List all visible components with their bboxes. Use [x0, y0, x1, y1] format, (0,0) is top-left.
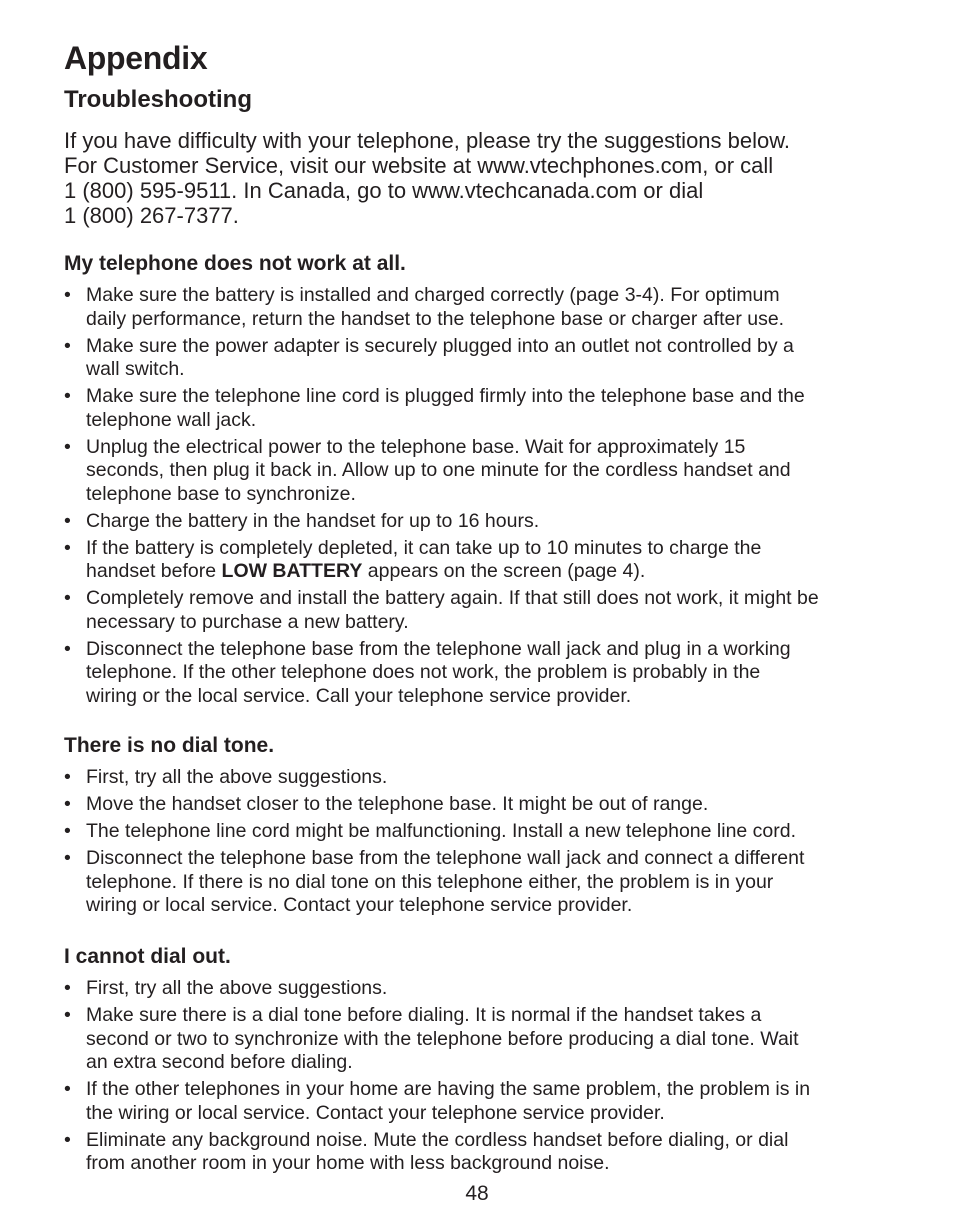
bullet-icon: •	[64, 435, 71, 458]
list-item-text: handset before	[86, 560, 222, 582]
list-item-line: telephone wall jack.	[86, 408, 257, 431]
bullet-icon: •	[64, 1078, 71, 1100]
bullet-list-no-work	[64, 284, 889, 712]
list-item	[64, 977, 889, 1001]
list-item-line: Disconnect the telephone base from the telephone wall jack and plug in a working	[86, 637, 791, 660]
list-item-line: Completely remove and install the battery again. If that still does not work, it might be	[86, 587, 819, 609]
intro-line: 1 (800) 267-7377.	[64, 203, 239, 228]
list-item-line: Move the handset closer to the telephone base. It might be out of range.	[86, 793, 709, 815]
bullet-list-cannot-dial-out	[64, 977, 889, 1179]
list-item	[64, 284, 889, 331]
bullet-icon: •	[64, 536, 71, 559]
list-item-line: from another room in your home with less background noise.	[86, 1152, 610, 1174]
list-item-line: Charge the battery in the handset for up to 16 hours.	[86, 509, 540, 532]
bullet-icon: •	[64, 385, 71, 407]
list-item-line: wiring or the local service. Call your telephone service provider.	[86, 684, 632, 707]
list-item-line: Make sure the power adapter is securely plugged into an outlet not controlled by a	[86, 334, 794, 357]
list-item-line: second or two to synchronize with the telephone before producing a dial tone. Wait	[86, 1027, 799, 1050]
intro-line: If you have difficulty with your telephone, please try the suggestions below.	[64, 128, 791, 153]
bullet-icon: •	[64, 587, 71, 609]
list-item-line: wiring or local service. Contact your telephone service provider.	[86, 894, 633, 916]
bullet-icon: •	[64, 637, 71, 660]
list-item	[64, 820, 889, 844]
list-item-text: appears on the screen (page 4).	[362, 560, 646, 582]
bullet-icon: •	[64, 1128, 71, 1151]
list-item-line: Disconnect the telephone base from the telephone wall jack and connect a different	[86, 847, 805, 869]
list-item	[64, 587, 889, 634]
bullet-icon: •	[64, 977, 71, 999]
list-item-line: If the battery is completely depleted, it can take up to 10 minutes to charge the	[86, 536, 762, 559]
page-title: Appendix	[64, 40, 208, 76]
list-item	[64, 1129, 889, 1176]
list-item	[64, 766, 889, 790]
list-item-line: wall switch.	[86, 358, 185, 380]
low-battery-display-text: LOW BATTERY	[221, 560, 363, 582]
list-item-line: Unplug the electrical power to the telephone base. Wait for approximately 15	[86, 435, 746, 458]
bullet-icon: •	[64, 334, 71, 357]
intro-paragraph	[64, 128, 884, 228]
list-item-line: seconds, then plug it back in. Allow up to one minute for the cordless handset and	[86, 459, 791, 481]
list-item-line: Eliminate any background noise. Mute the cordless handset before dialing, or dial	[86, 1128, 789, 1151]
list-item	[64, 1078, 889, 1125]
list-item-line: Make sure the battery is installed and charged correctly (page 3-4). For optimum	[86, 284, 780, 306]
list-item-line: an extra second before dialing.	[86, 1051, 353, 1073]
section-heading-cannot-dial-out: I cannot dial out.	[64, 945, 231, 968]
list-item	[64, 638, 889, 709]
list-item-line: If the other telephones in your home are having the same problem, the problem is in	[86, 1078, 811, 1100]
section-heading-no-dial-tone: There is no dial tone.	[64, 734, 275, 757]
bullet-icon: •	[64, 847, 71, 869]
list-item-line: First, try all the above suggestions.	[86, 766, 388, 788]
list-item	[64, 1004, 889, 1075]
list-item-line: necessary to purchase a new battery.	[86, 610, 409, 633]
list-item-line: First, try all the above suggestions.	[86, 977, 388, 999]
list-item	[64, 385, 889, 432]
list-item	[64, 510, 889, 534]
list-item-line: daily performance, return the handset to the telephone base or charger after use.	[86, 307, 785, 330]
list-item-line: Make sure there is a dial tone before dialing. It is normal if the handset takes a	[86, 1004, 762, 1026]
list-item-line: telephone. If the other telephone does not work, the problem is probably in the	[86, 661, 761, 683]
bullet-icon: •	[64, 284, 71, 306]
list-item-line: telephone base to synchronize.	[86, 482, 356, 505]
bullet-list-no-dial-tone	[64, 766, 889, 921]
page-number: 48	[465, 1182, 489, 1205]
bullet-icon: •	[64, 820, 71, 842]
list-item	[64, 847, 889, 918]
list-item-line: the wiring or local service. Contact your telephone service provider.	[86, 1101, 665, 1124]
list-item-line: Make sure the telephone line cord is plugged firmly into the telephone base and the	[86, 385, 805, 407]
bullet-icon: •	[64, 509, 71, 532]
intro-line: For Customer Service, visit our website at www.vtechphones.com, or call	[64, 153, 774, 178]
list-item	[64, 335, 889, 382]
bullet-icon: •	[64, 1004, 71, 1026]
list-item-line: The telephone line cord might be malfunctioning. Install a new telephone line cord.	[86, 820, 797, 842]
section-heading-no-work: My telephone does not work at all.	[64, 252, 406, 275]
list-item	[64, 793, 889, 817]
intro-line: 1 (800) 595-9511. In Canada, go to www.vtechcanada.com or dial	[64, 178, 704, 203]
bullet-icon: •	[64, 766, 71, 788]
list-item	[64, 436, 889, 507]
section-title: Troubleshooting	[64, 86, 252, 113]
bullet-icon: •	[64, 793, 71, 815]
list-item-line	[86, 560, 889, 584]
list-item	[64, 537, 889, 584]
list-item-line: telephone. If there is no dial tone on this telephone either, the problem is in your	[86, 870, 774, 893]
